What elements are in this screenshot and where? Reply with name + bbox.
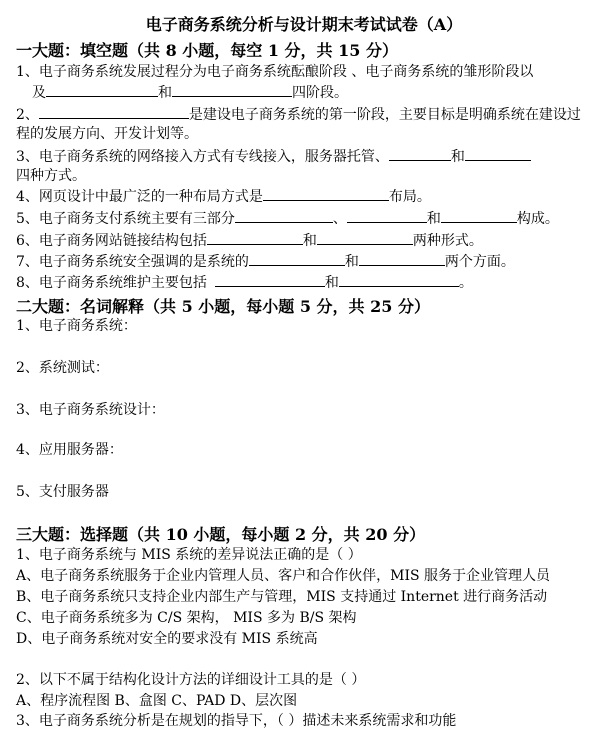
term-item-1: 1、电子商务系统： <box>16 318 137 334</box>
term-item-4: 4、应用服务器： <box>16 442 123 458</box>
fill-blank <box>172 82 292 97</box>
fill-q2-line2: 程的发展方向、开发计划等。 <box>16 126 198 142</box>
fill-q3-line2: 四种方式。 <box>16 168 86 184</box>
fill-q1-text-c: 和 <box>158 85 172 101</box>
fill-q6-text-c: 两种形式。 <box>412 233 483 249</box>
fill-q6-text-b: 和 <box>302 233 317 249</box>
fill-q5-text-a: 5、电子商务支付系统主要有三部分 <box>16 211 235 227</box>
fill-blank <box>215 272 325 287</box>
fill-q8-text-c: 。 <box>458 275 473 291</box>
fill-q8-text-b: 和 <box>324 275 339 291</box>
fill-blank <box>46 82 158 97</box>
fill-blank <box>39 104 189 119</box>
choice-q1-option-c: C、电子商务系统多为 C/S 架构， MIS 多为 B/S 架构 <box>16 610 357 626</box>
fill-blank <box>263 186 389 201</box>
fill-q4-text-a: 4、网页设计中最广泛的一种布局方式是 <box>16 189 263 205</box>
choice-q2-options: A、程序流程图 B、盒图 C、PAD D、层次图 <box>16 693 298 709</box>
fill-blank <box>235 208 333 223</box>
fill-blank <box>347 208 427 223</box>
fill-q7-text-a: 7、电子商务系统安全强调的是系统的 <box>16 254 249 270</box>
fill-q7-text-b: 和 <box>344 254 359 270</box>
fill-blank <box>465 146 531 161</box>
fill-q5-text-b: 、 <box>332 211 347 227</box>
choice-q1-option-a: A、电子商务系统服务于企业内管理人员、客户和合作伙伴，MIS 服务于企业管理人员 <box>16 568 551 584</box>
section1-heading: 一大题：填空题（共 8 小题，每空 1 分，共 15 分） <box>16 41 398 60</box>
fill-blank <box>249 251 345 266</box>
fill-q2-line1 <box>16 104 581 125</box>
fill-q8-text-a: 8、电子商务系统维护主要包括 <box>16 275 207 291</box>
fill-q1-line2 <box>32 82 348 103</box>
choice-q3-stem-partial: 3、电子商务系统分析是在规划的指导下，（ ）描述未来系统需求和功能 <box>16 713 457 729</box>
fill-blank <box>389 146 451 161</box>
fill-q5-line <box>16 208 559 229</box>
fill-q3-text-a: 3、电子商务系统的网络接入方式有专线接入，服务器托管、 <box>16 149 389 165</box>
fill-q5-text-c: 和 <box>426 211 441 227</box>
fill-q3-line1 <box>16 146 531 167</box>
fill-q4-text-b: 布局。 <box>388 189 431 205</box>
fill-q3-text-b: 和 <box>450 149 465 165</box>
fill-q6-text-a: 6、电子商务网站链接结构包括 <box>16 233 207 249</box>
fill-q1-line1: 1、电子商务系统发展过程分为电子商务系统酝酿阶段 、电子商务系统的雏形阶段以 <box>16 64 534 80</box>
fill-q5-text-d: 构成。 <box>516 211 559 227</box>
fill-blank <box>317 230 413 245</box>
fill-q4-line <box>16 186 431 207</box>
fill-q7-text-c: 两个方面。 <box>444 254 515 270</box>
fill-q7-line <box>16 251 515 272</box>
choice-q2-stem: 2、以下不属于结构化设计方法的详细设计工具的是（ ） <box>16 672 366 688</box>
fill-blank <box>359 251 445 266</box>
fill-q1-text-d: 四阶段。 <box>292 85 348 101</box>
fill-q1-text-b: 及 <box>32 85 46 101</box>
exam-title: 电子商务系统分析与设计期末考试试卷（A） <box>145 15 463 34</box>
fill-blank <box>207 230 303 245</box>
fill-q2-text-a: 2、 <box>16 107 39 123</box>
term-item-3: 3、电子商务系统设计： <box>16 402 165 418</box>
fill-blank <box>339 272 459 287</box>
choice-q1-stem: 1、电子商务系统与 MIS 系统的差异说法正确的是（ ） <box>16 547 362 563</box>
section3-heading: 三大题：选择题（共 10 小题，每小题 2 分，共 20 分） <box>16 525 426 544</box>
section2-heading: 二大题：名词解释（共 5 小题，每小题 5 分，共 25 分） <box>16 297 430 316</box>
fill-q8-line <box>16 272 473 293</box>
fill-q6-line <box>16 230 483 251</box>
fill-blank <box>441 208 517 223</box>
choice-q1-option-b: B、电子商务系统只支持企业内部生产与管理，MIS 支持通过 Internet 进行商务活动 <box>16 589 548 605</box>
choice-q1-option-d: D、电子商务系统对安全的要求没有 MIS 系统高 <box>16 631 318 647</box>
fill-q2-text-b: 是建设电子商务系统的第一阶段，主要目标是明确系统在建设过 <box>188 107 581 123</box>
term-item-5: 5、支付服务器 <box>16 484 109 500</box>
term-item-2: 2、系统测试： <box>16 360 109 376</box>
